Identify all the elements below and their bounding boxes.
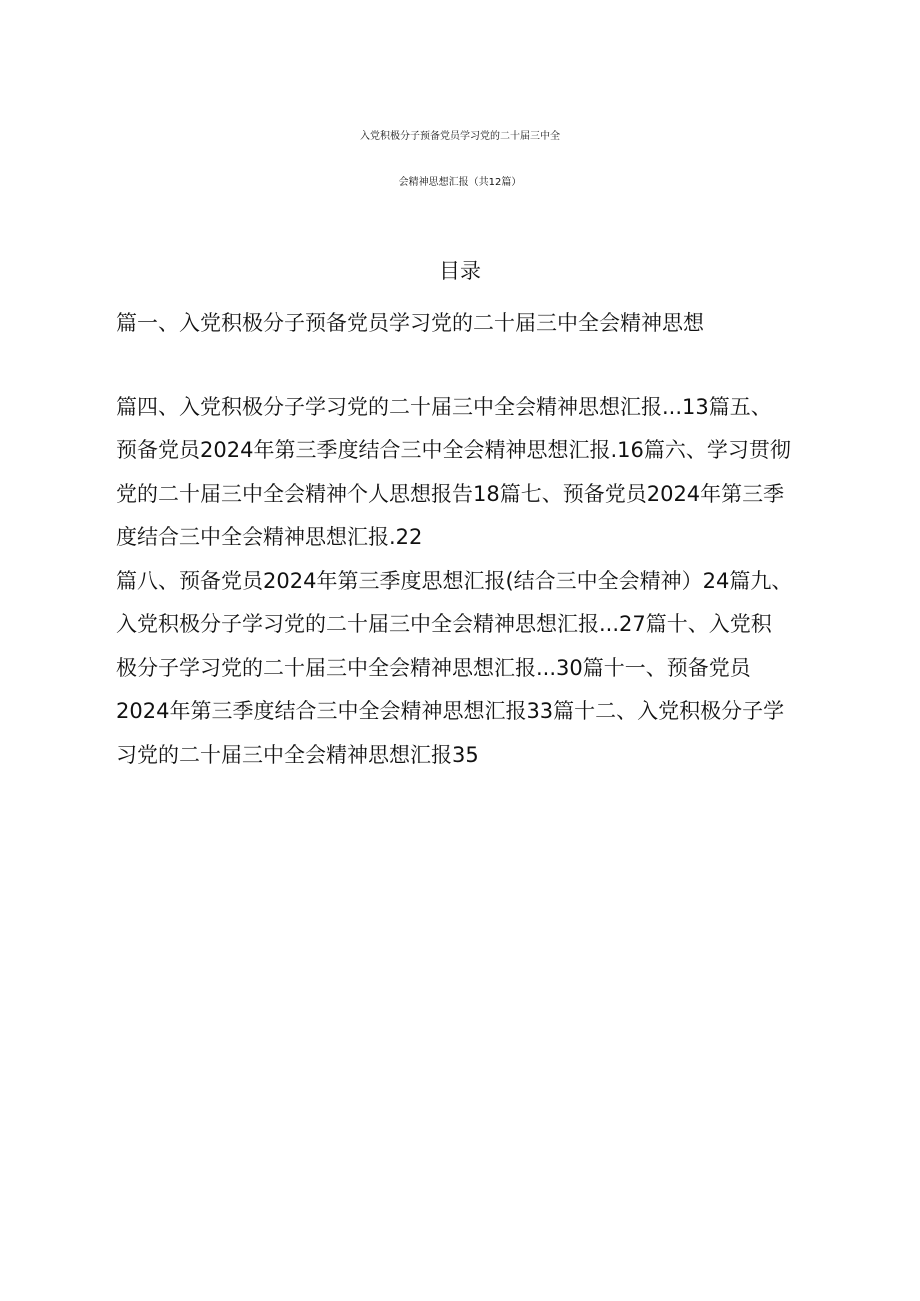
toc-line-6: 篇八、预备党员2024年第三季度思想汇报(结合三中全会精神）24篇九、 (116, 569, 793, 593)
document-title-line-2: 会精神思想汇报（共12篇） (398, 177, 522, 188)
toc-line-10: 习党的二十届三中全会精神思想汇报35 (116, 743, 479, 767)
toc-line-9: 2024年第三季度结合三中全会精神思想汇报33篇十二、入党积极分子学 (116, 699, 785, 723)
toc-line-2: 篇四、入党积极分子学习党的二十届三中全会精神思想汇报...13篇五、 (116, 395, 772, 419)
toc-line-3: 预备党员2024年第三季度结合三中全会精神思想汇报.16篇六、学习贯彻 (116, 438, 791, 462)
toc-line-5: 度结合三中全会精神思想汇报.22 (116, 525, 423, 549)
toc-line-7: 入党积极分子学习党的二十届三中全会精神思想汇报...27篇十、入党积 (116, 612, 772, 636)
toc-line-8: 极分子学习党的二十届三中全会精神思想汇报...30篇十一、预备党员 (116, 656, 751, 680)
toc-heading: 目录 (439, 259, 481, 283)
toc-line-4: 党的二十届三中全会精神个人思想报告18篇七、预备党员2024年第三季 (116, 482, 785, 506)
toc-line-1: 篇一、入党积极分子预备党员学习党的二十届三中全会精神思想 (116, 311, 704, 335)
document-title-line-1: 入党积极分子预备党员学习党的二十届三中全 (360, 131, 560, 142)
